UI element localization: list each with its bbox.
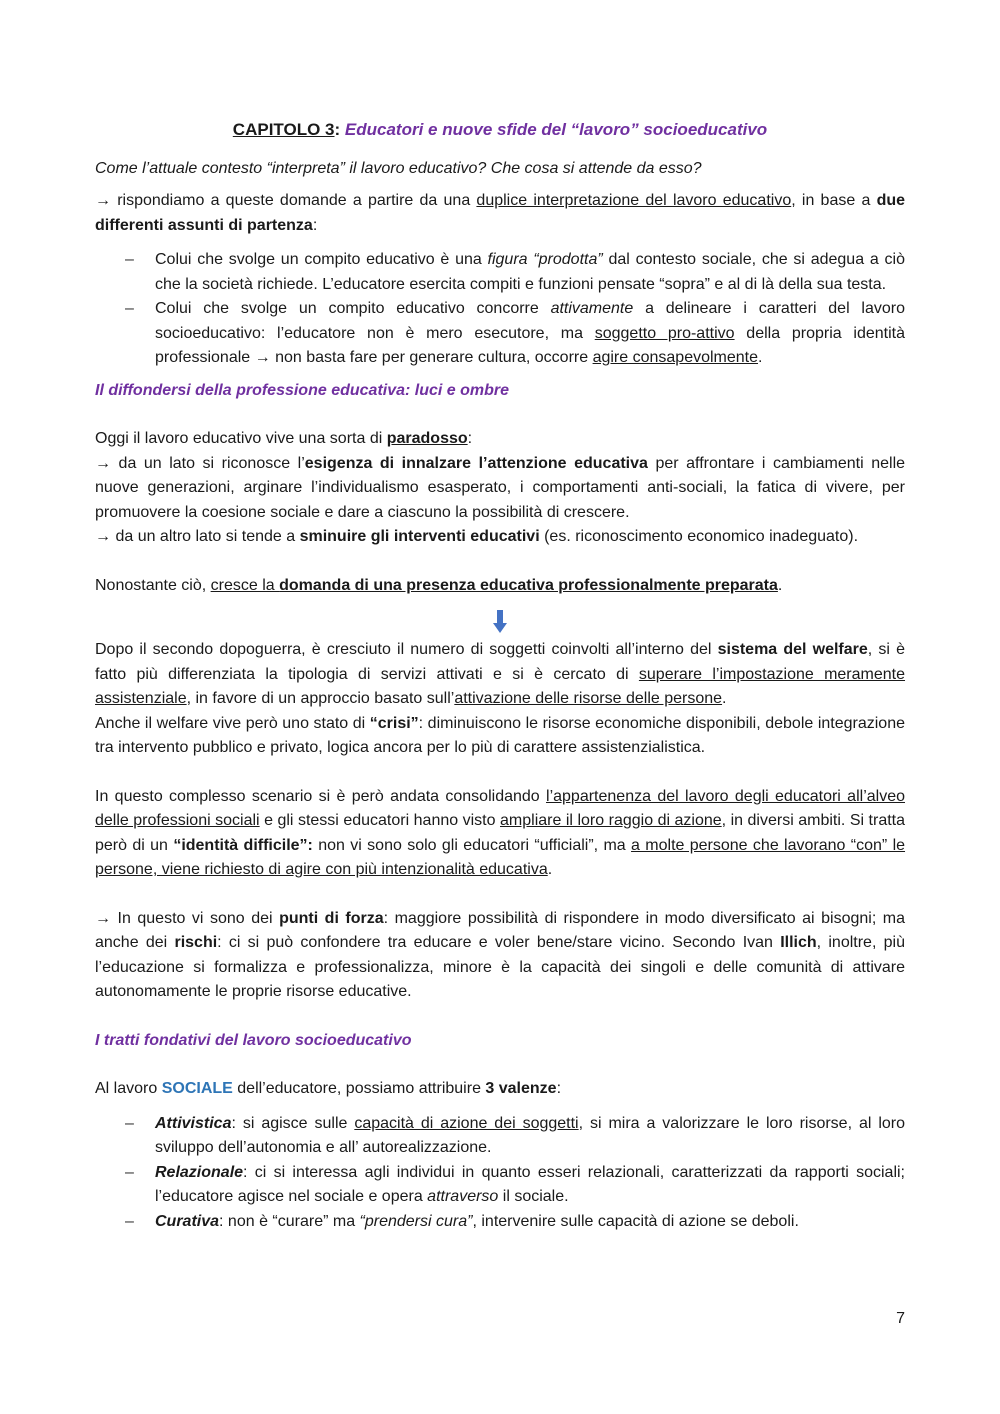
valences-intro: Al lavoro SOCIALE dell’educatore, possiamo attribuire 3 valenze: — [95, 1080, 562, 1097]
document-page — [95, 118, 905, 1234]
welfare-paragraph: Dopo il secondo dopoguerra, è cresciuto il numero di soggetti coinvolti all’interno del sistema del welfare, si è fatto più differenziata la tipologia di servizi attivati e si è cercato di superare l’impostazione meramente assistenziale, in favore di un approccio basato sull’attivazione delle risorse delle persone. Anche il welfare vive però uno stato di “crisi”: diminuiscono le risorse economiche disponibili, debole integrazione tra intervento pubblico e privato, logica ancora per lo più di carattere assistenzialistica. — [95, 641, 906, 756]
chapter-title: CAPITOLO 3: Educatori e nuove sfide del “lavoro” socioeducativo — [232, 120, 768, 139]
intro-paragraph: → rispondiamo a queste domande a partire da una duplice interpretazione del lavoro educativo, in base a due differenti assunti di partenza: — [95, 192, 906, 234]
strengths-paragraph: → In questo vi sono dei punti di forza: maggiore possibilità di rispondere in modo diversificato ai bisogni; ma anche dei rischi: ci si può confondere tra educare e voler bene/stare vicino. Secondo Ivan Illich, inoltre, più l’educazione si formalizza e professionalizza, minore è la capacità dei singoli e delle comunità di attivare autonomamente le proprie risorse educative. — [95, 909, 906, 1000]
paradox-paragraph: Oggi il lavoro educativo vive una sorta di paradosso: → da un lato si riconosce l’esigenza di innalzare l’attenzione educativa per affrontare i cambiamenti nelle nuove generazioni, arginare l’individualismo esasperato, i comportamenti anti-sociali, la fatica di vivere, per promuovere la coesione sociale e dare a ciascuno la possibilità di crescere. → da un altro lato si tende a sminuire gli interventi educativi (es. riconoscimento economico inadeguato). — [95, 430, 906, 545]
section-heading: I tratti fondativi del lavoro socioeducativo — [95, 1031, 412, 1049]
chapter-subtitle: Educatori e nuove sfide del “lavoro” socioeducativo — [344, 120, 768, 139]
list-item: – Attivistica: si agisce sulle capacità di azione dei soggetti, si mira a valorizzare le loro risorse, al loro sviluppo dell’autonomia e all’ autorealizzazione. — [155, 1112, 905, 1161]
valences-list — [95, 1112, 905, 1235]
arrow-down-icon — [95, 610, 905, 634]
list-item: – Colui che svolge un compito educativo è una figura “prodotta” dal contesto sociale, che si adegua a ciò che la società richiede. L’educatore esercita compiti e funzioni pensate “sopra” e al di là della sua testa. — [155, 248, 905, 297]
list-item: – Relazionale: ci si interessa agli individui in quanto esseri relazionali, caratterizzati da rapporti sociali; l’educatore agisce nel sociale e opera attraverso il sociale. — [155, 1161, 905, 1210]
list-item: – Curativa: non è “curare” ma “prendersi cura”, intervenire sulle capacità di azione se deboli. — [155, 1210, 905, 1235]
scenario-paragraph: In questo complesso scenario si è però andata consolidando l’appartenenza del lavoro degli educatori all’alveo delle professioni sociali e gli stessi educatori hanno visto ampliare il loro raggio di azione, in diversi ambiti. Si tratta però di un “identità difficile”: non vi sono solo gli educatori “ufficiali”, ma a molte persone che lavorano “con” le persone, viene richiesto di agire con più intenzionalità educativa. — [95, 787, 906, 878]
section-heading: Il diffondersi della professione educativa: luci e ombre — [95, 381, 510, 399]
page-number: 7 — [896, 1310, 905, 1327]
list-item: – Colui che svolge un compito educativo concorre attivamente a delineare i caratteri del lavoro socioeducativo: l’educatore non è mero esecutore, ma soggetto pro-attivo della propria identità professionale → non basta fare per generare cultura, occorre agire consapevolmente. — [155, 297, 905, 371]
demand-paragraph: Nonostante ciò, cresce la domanda di una presenza educativa professionalmente preparata. — [95, 576, 783, 594]
chapter-label: CAPITOLO 3 — [232, 120, 335, 139]
interpretations-list — [95, 248, 905, 371]
guiding-question: Come l’attuale contesto “interpreta” il lavoro educativo? Che cosa si attende da esso? — [95, 159, 702, 177]
